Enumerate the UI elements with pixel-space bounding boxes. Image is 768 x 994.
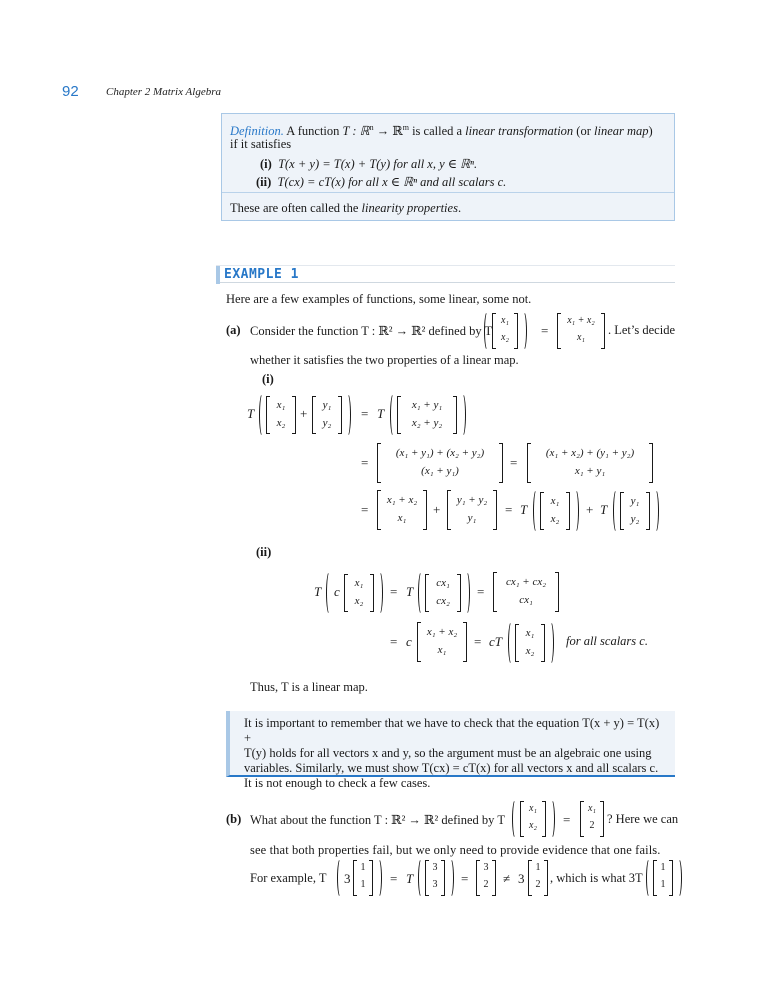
matrix-cell: x₂ — [276, 417, 286, 429]
definition-footer-period: . — [457, 201, 462, 215]
matrix-1-1 — [653, 860, 673, 896]
matrix-x1-x2 — [515, 624, 545, 662]
definition-footer-text: These are often called the — [230, 201, 362, 215]
example-intro: Here are a few examples of functions, some linear, some not. — [226, 292, 532, 306]
matrix-cell: cx₁ + cx₂ — [505, 576, 547, 588]
matrix-cell: x₂ — [501, 332, 509, 343]
definition-sup-m: m — [402, 123, 409, 132]
paren-left — [613, 489, 620, 533]
equals-sign: = — [361, 455, 369, 470]
matrix-cell: y₁ — [467, 512, 477, 524]
matrix-cell: x₁ + x₂ — [426, 626, 458, 638]
paren-left — [418, 571, 425, 615]
page-number: 92 — [62, 83, 79, 100]
paren-right — [652, 489, 659, 533]
matrix-big-2 — [527, 443, 653, 483]
matrix-x1-2 — [580, 801, 604, 837]
paren-left — [337, 858, 344, 898]
part-a-line-2: whether it satisfies the two properties of a linear map. — [250, 353, 519, 367]
definition-fn: T : ℝ — [342, 124, 370, 139]
definition-box — [221, 113, 675, 221]
T-symbol: T — [520, 502, 528, 517]
paren-left — [508, 621, 515, 665]
definition-sup-n: n — [369, 123, 374, 132]
note-line-1: It is important to remember that we have to check that the equation T(x + y) = T(x) + — [244, 716, 660, 745]
paren-right — [547, 621, 554, 665]
part-b-line-3-after: , which is what 3T — [550, 871, 643, 885]
property-2-label: (ii) — [256, 175, 272, 189]
matrix-1-2 — [528, 860, 548, 896]
paren-left — [533, 489, 540, 533]
matrix-cell: 1 — [660, 879, 666, 890]
matrix-cell: x₂ + y₂ — [411, 417, 443, 429]
matrix-y1py2-y1 — [447, 490, 497, 530]
definition-term-linear-map: linear map — [594, 124, 649, 139]
matrix-cell: 2 — [535, 879, 541, 890]
matrix-cell: 2 — [589, 820, 595, 831]
matrix-sum — [397, 396, 457, 434]
matrix-cell: x₁ — [529, 803, 537, 814]
T-symbol: T — [406, 871, 414, 886]
matrix-cell: x₂ — [354, 595, 364, 607]
for-all-scalars-text: for all scalars c. — [566, 634, 648, 648]
matrix-cell: 3 — [432, 862, 438, 873]
part-a-label-text: (a) — [226, 323, 241, 337]
part-b-label-text: (b) — [226, 812, 242, 826]
for-all-scalars — [566, 634, 648, 649]
note-line-3: variables. Similarly, we must show T(cx) = cT(x) for all vectors x and all scalars c. — [244, 761, 659, 775]
part-b-line-3: For example, T — [250, 871, 327, 885]
note-line-4: It is not enough to check a few cases. — [244, 776, 431, 790]
definition-label: Definition. — [230, 124, 284, 139]
equals-sign: = — [563, 812, 571, 827]
matrix-cell: cx₁ — [519, 594, 533, 606]
matrix-cell: x₂ — [550, 513, 560, 525]
matrix-x1-x2 — [540, 492, 570, 530]
matrix-cell: y₂ — [322, 417, 332, 429]
T-symbol: T — [314, 584, 322, 599]
matrix-cell: x₁ — [550, 495, 560, 507]
equals-sign: = — [474, 634, 482, 649]
example-header-bar — [216, 266, 220, 284]
paren-right — [675, 858, 682, 898]
matrix-x1-x2 — [344, 574, 374, 612]
T-symbol: T — [247, 406, 255, 421]
plus-sign: + — [433, 502, 441, 517]
matrix-cell: 1 — [360, 862, 366, 873]
matrix-cell: x₁ — [588, 803, 596, 814]
equals-sign: = — [505, 502, 513, 517]
property-2 — [256, 174, 506, 190]
matrix-cell: y₂ — [630, 513, 640, 525]
paren-left — [259, 393, 266, 437]
part-ii-label-text: (ii) — [256, 545, 272, 559]
paren-right — [376, 571, 383, 615]
definition-line-2: if it satisfies — [230, 137, 292, 151]
matrix-1-1 — [353, 860, 373, 896]
matrix-cx1pcx2-cx1 — [493, 572, 559, 612]
paren-left — [646, 858, 653, 898]
definition-close-paren: ) — [648, 124, 653, 139]
paren-right — [572, 489, 579, 533]
matrix-cell: 2 — [483, 879, 489, 890]
definition-divider — [222, 192, 674, 193]
matrix-cell: x₁ — [397, 512, 407, 524]
part-b-line-2: see that both properties fail, but we only need to provide evidence that one fails. — [250, 843, 661, 857]
definition-mid: is called a — [408, 124, 466, 139]
matrix-cell: cx₂ — [436, 595, 450, 607]
matrix-cell: x₂ — [525, 645, 535, 657]
matrix-x1-x2 — [520, 801, 546, 837]
definition-term-linear-transformation: linear transformation — [465, 124, 574, 139]
part-a-label — [226, 323, 241, 338]
paren-right — [463, 571, 470, 615]
matrix-cell: (x₁ + x₂) + (y₁ + y₂) — [545, 447, 635, 459]
equals-sign: = — [461, 871, 469, 886]
matrix-cell: cx₁ — [436, 577, 450, 589]
matrix-cell: 1 — [535, 862, 541, 873]
matrix-cell: x₂ — [529, 820, 537, 831]
matrix-3-2 — [476, 860, 496, 896]
example-label: EXAMPLE 1 — [224, 267, 299, 282]
matrix-cell: x₁ — [577, 332, 585, 343]
matrix-cell: x₁ + y₁ — [411, 399, 443, 411]
equals-sign: = — [390, 634, 398, 649]
matrix-x1-x2 — [266, 396, 296, 434]
paren-left — [418, 858, 425, 898]
matrix-cell: (x₁ + y₁) + (x₂ + y₂) — [395, 447, 485, 459]
paren-left — [484, 311, 491, 351]
running-head: Chapter 2 Matrix Algebra — [106, 86, 221, 98]
matrix-x1-x2 — [492, 313, 518, 349]
matrix-cell: y₁ — [322, 399, 332, 411]
matrix-x1px2-x1 — [417, 622, 467, 662]
property-1-label: (i) — [260, 157, 272, 171]
part-b-label — [226, 812, 241, 827]
not-equal-sign: ≠ — [503, 871, 511, 886]
part-i-label — [262, 372, 274, 387]
matrix-cell: x₁ — [437, 644, 447, 656]
paren-left — [512, 799, 519, 839]
T-symbol: T — [377, 406, 385, 421]
matrix-cell: x₁ — [501, 315, 509, 326]
matrix-cell: 1 — [660, 862, 666, 873]
matrix-cell: 3 — [483, 862, 489, 873]
scalar-3: 3 — [344, 871, 351, 886]
matrix-cell: x₁ + y₁ — [574, 465, 606, 477]
matrix-cell: 3 — [432, 879, 438, 890]
matrix-cell: x₁ + x₂ — [567, 315, 595, 326]
matrix-cell: y₁ + y₂ — [456, 494, 488, 506]
matrix-cell: x₁ — [276, 399, 286, 411]
T-symbol: T — [600, 502, 608, 517]
equals-sign: = — [361, 502, 369, 517]
scalar-c: c — [334, 584, 340, 599]
scalar-c: c — [406, 634, 412, 649]
matrix-cell: (x₁ + y₁) — [421, 465, 459, 477]
matrix-cell: x₁ + x₂ — [386, 494, 418, 506]
property-1 — [260, 156, 477, 172]
matrix-x1px2-x1 — [377, 490, 427, 530]
equals-sign: = — [541, 323, 549, 338]
equals-sign: = — [477, 584, 485, 599]
matrix-cell: x₁ — [525, 627, 535, 639]
matrix-cell: y₁ — [630, 495, 640, 507]
matrix-y1-y2 — [620, 492, 650, 530]
matrix-3-3 — [425, 860, 445, 896]
plus-sign: + — [586, 502, 594, 517]
matrix-cx1-cx2 — [425, 574, 461, 612]
equals-sign: = — [361, 406, 369, 421]
paren-right — [548, 799, 555, 839]
matrix-x1px2-x1 — [557, 313, 605, 349]
definition-line-1 — [230, 120, 653, 139]
matrix-cell: x₁ — [354, 577, 364, 589]
paren-right — [375, 858, 382, 898]
cT-symbol: cT — [489, 634, 502, 649]
paren-right — [459, 393, 466, 437]
definition-footer-term: linearity properties — [361, 201, 458, 215]
definition-footer — [230, 200, 461, 216]
equals-sign: = — [510, 455, 518, 470]
plus-sign: + — [300, 406, 308, 421]
note-box — [226, 711, 675, 790]
paren-left — [326, 571, 333, 615]
definition-text: A function — [286, 124, 343, 139]
part-a-after: . Let’s decide — [608, 323, 675, 337]
paren-right — [447, 858, 454, 898]
definition-arrow: → ℝ — [373, 124, 403, 139]
matrix-big-1 — [377, 443, 503, 483]
T-symbol: T — [406, 584, 414, 599]
scalar-3: 3 — [518, 871, 525, 886]
definition-or: (or — [573, 124, 594, 139]
matrix-cell: 1 — [360, 879, 366, 890]
part-ii-label — [256, 545, 271, 560]
part-i-label-text: (i) — [262, 372, 274, 386]
part-a-text: Consider the function T : ℝ² → ℝ² defined by T — [250, 324, 493, 338]
part-b-text: What about the function T : ℝ² → ℝ² defined by T — [250, 813, 505, 827]
paren-right — [520, 311, 527, 351]
equals-sign: = — [390, 584, 398, 599]
paren-right — [344, 393, 351, 437]
property-2-text: T(cx) = cT(x) for all x ∈ ℝⁿ and all scalars c. — [277, 175, 507, 189]
property-1-text: T(x + y) = T(x) + T(y) for all x, y ∈ ℝⁿ. — [278, 157, 478, 171]
part-b-after: ? Here we can — [607, 812, 679, 826]
equals-sign: = — [390, 871, 398, 886]
conclusion: Thus, T is a linear map. — [250, 680, 368, 694]
paren-left — [390, 393, 397, 437]
note-line-2: T(y) holds for all vectors x and y, so the argument must be an algebraic one using — [244, 746, 652, 760]
matrix-y1-y2 — [312, 396, 342, 434]
example-header — [216, 265, 675, 283]
